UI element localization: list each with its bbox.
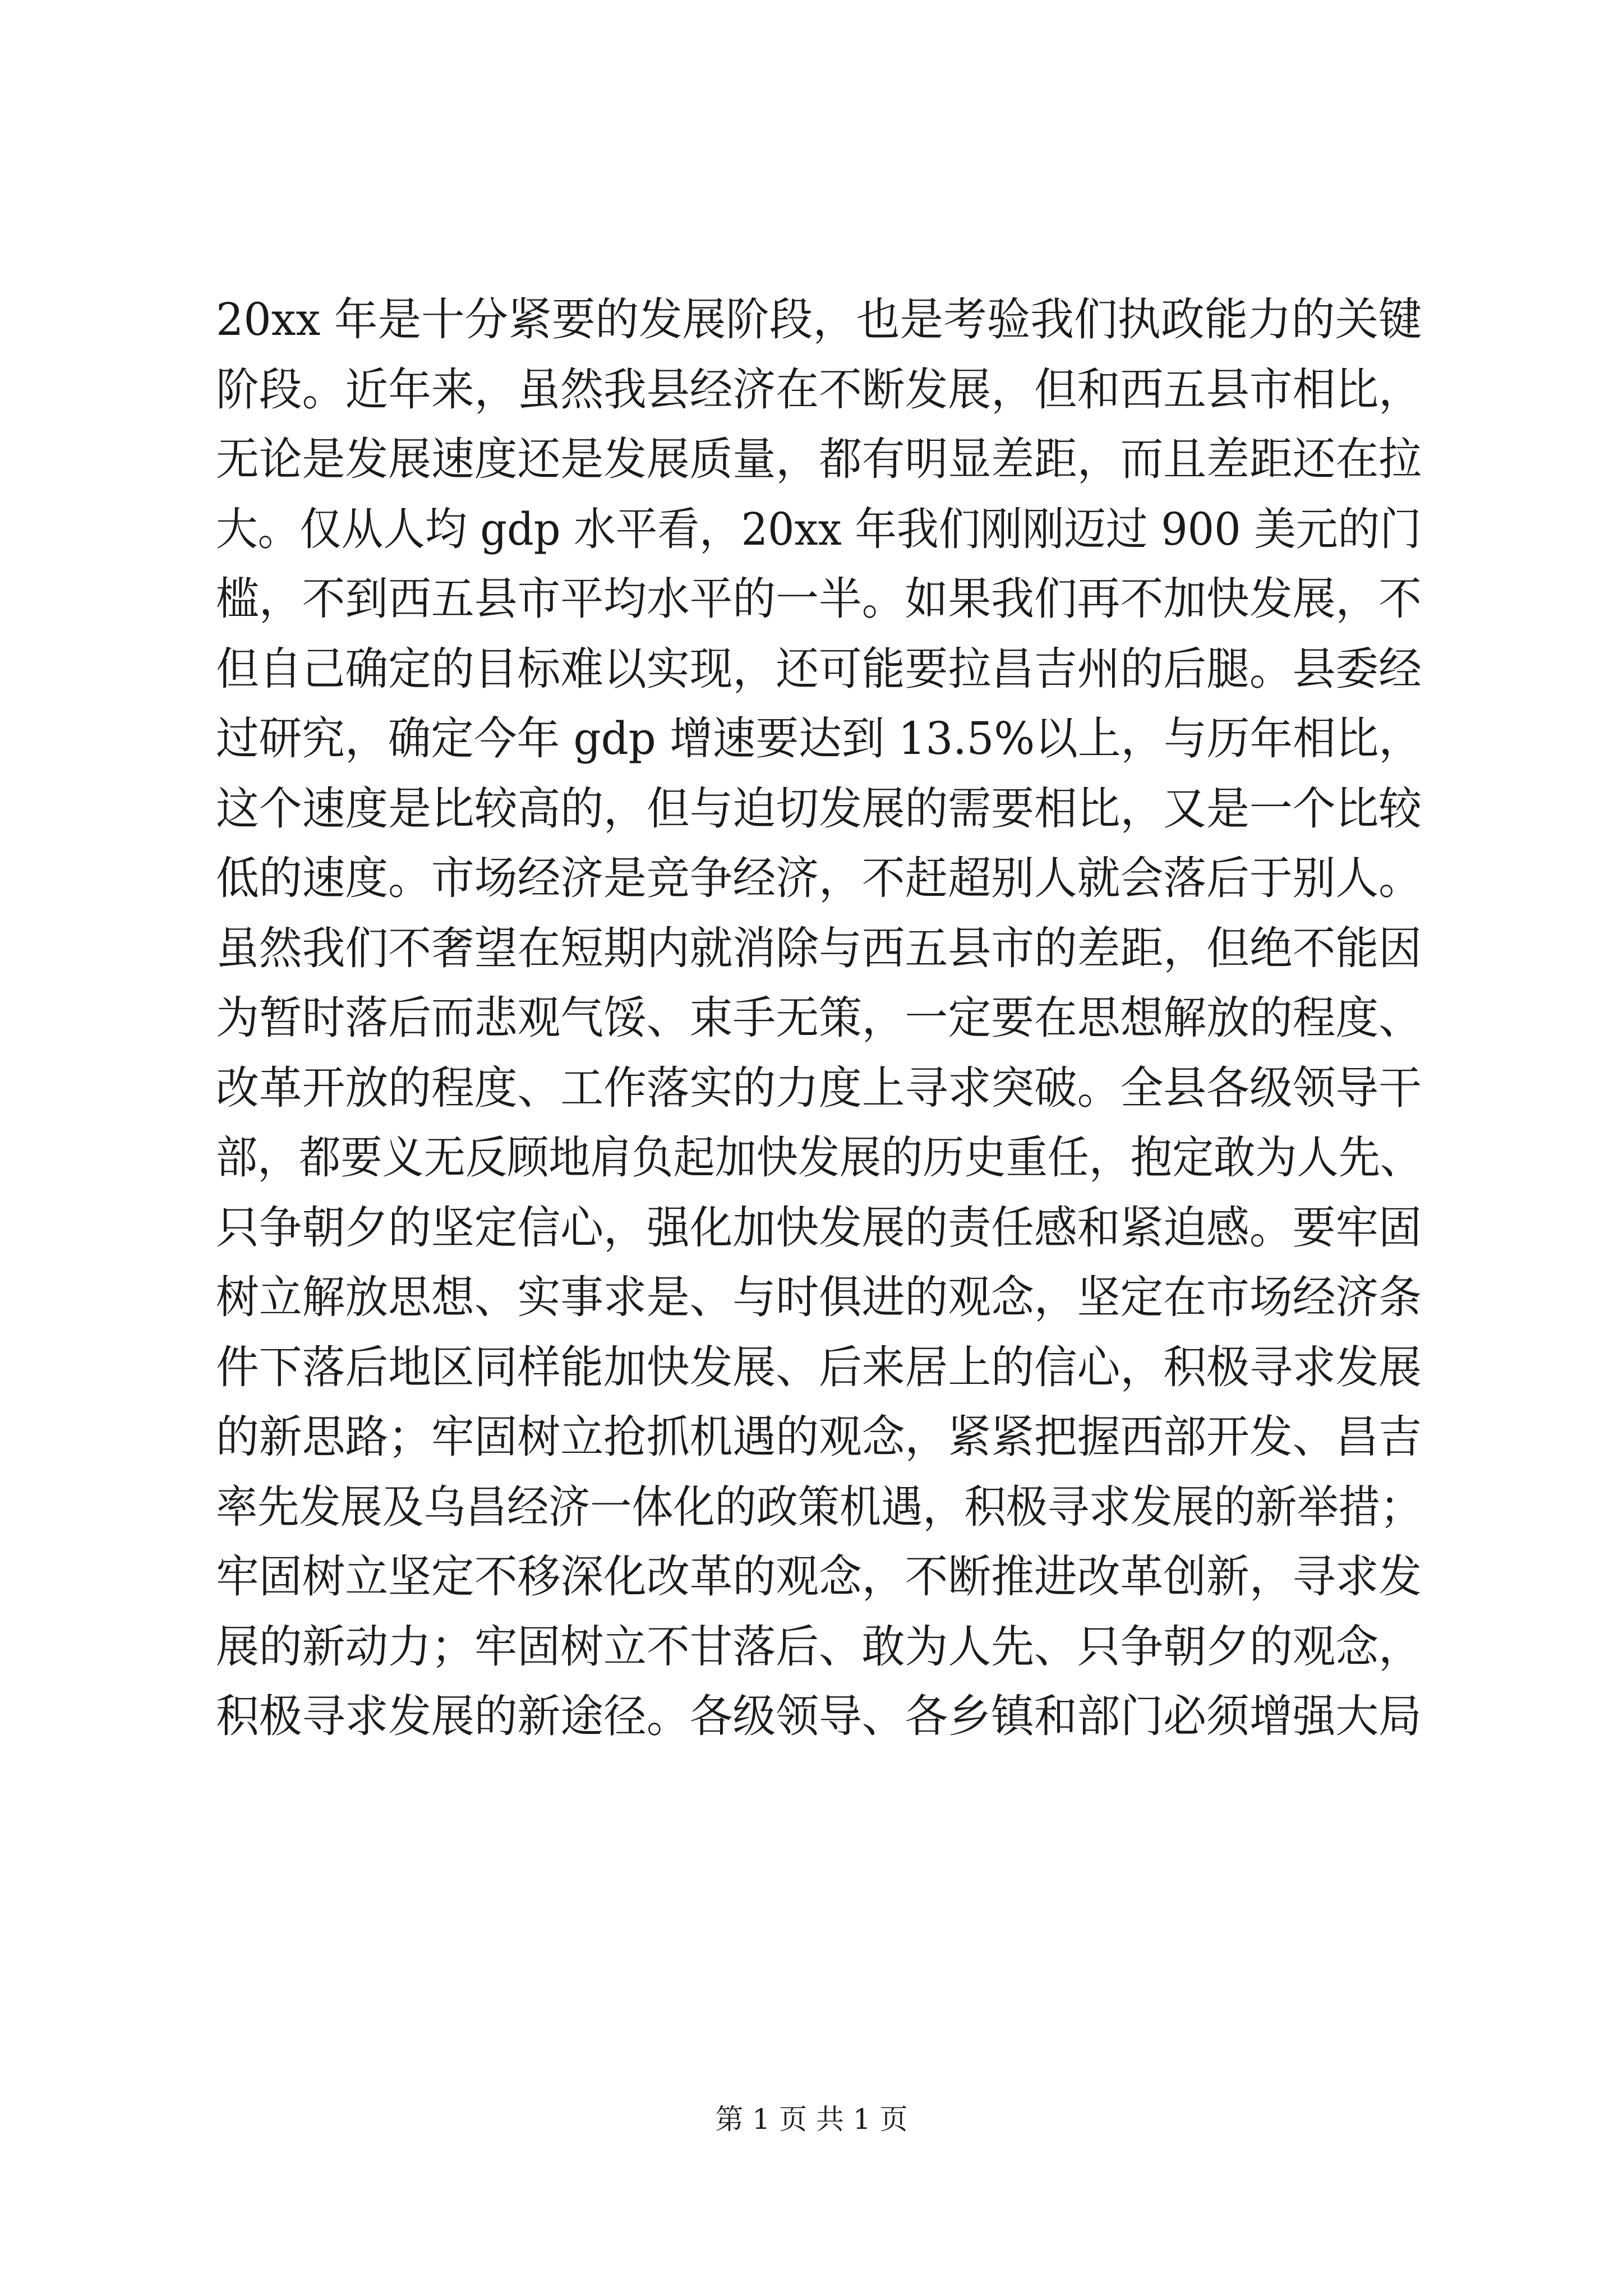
text-line: 部，都要义无反顾地肩负起加快发展的历史重任，抱定敢为人先、 bbox=[216, 1131, 1422, 1184]
page-number-label: 第 1 页 共 1 页 bbox=[715, 2103, 908, 2136]
text-line: 展的新动力；牢固树立不甘落后、敢为人先、只争朝夕的观念， bbox=[216, 1620, 1422, 1673]
text-line: 低的速度。市场经济是竞争经济，不赶超别人就会落后于别人。 bbox=[216, 852, 1422, 904]
text-line: 但自己确定的目标难以实现，还可能要拉昌吉州的后腿。县委经 bbox=[216, 642, 1422, 695]
text-line: 牢固树立坚定不移深化改革的观念，不断推进改革创新，寻求发 bbox=[216, 1550, 1422, 1603]
text-line: 阶段。近年来，虽然我县经济在不断发展，但和西五县市相比， bbox=[216, 363, 1422, 416]
text-line: 槛，不到西五县市平均水平的一半。如果我们再不加快发展，不 bbox=[216, 573, 1422, 625]
text-line: 无论是发展速度还是发展质量，都有明显差距，而且差距还在拉 bbox=[216, 433, 1422, 485]
text-line: 20xx 年是十分紧要的发展阶段，也是考验我们执政能力的关键 bbox=[216, 293, 1422, 346]
page-footer bbox=[0, 2102, 1623, 2136]
text-line: 积极寻求发展的新途径。各级领导、各乡镇和部门必须增强大局 bbox=[216, 1690, 1422, 1742]
text-line: 虽然我们不奢望在短期内就消除与西五县市的差距，但绝不能因 bbox=[216, 922, 1422, 974]
text-line: 这个速度是比较高的，但与迫切发展的需要相比，又是一个比较 bbox=[216, 782, 1422, 835]
text-line: 只争朝夕的坚定信心，强化加快发展的责任感和紧迫感。要牢固 bbox=[216, 1201, 1422, 1254]
text-line: 为暂时落后而悲观气馁、束手无策，一定要在思想解放的程度、 bbox=[216, 992, 1422, 1044]
text-line: 件下落后地区同样能加快发展、后来居上的信心，积极寻求发展 bbox=[216, 1341, 1422, 1393]
text-line: 率先发展及乌昌经济一体化的政策机遇，积极寻求发展的新举措； bbox=[216, 1480, 1422, 1533]
body-paragraph bbox=[216, 285, 1422, 1752]
text-line: 过研究，确定今年 gdp 增速要达到 13.5%以上，与历年相比， bbox=[216, 712, 1422, 765]
text-line: 的新思路；牢固树立抢抓机遇的观念，紧紧把握西部开发、昌吉 bbox=[216, 1411, 1422, 1463]
text-line: 改革开放的程度、工作落实的力度上寻求突破。全县各级领导干 bbox=[216, 1061, 1422, 1114]
text-line: 大。仅从人均 gdp 水平看，20xx 年我们刚刚迈过 900 美元的门 bbox=[216, 503, 1422, 555]
text-line: 树立解放思想、实事求是、与时俱进的观念，坚定在市场经济条 bbox=[216, 1271, 1422, 1323]
